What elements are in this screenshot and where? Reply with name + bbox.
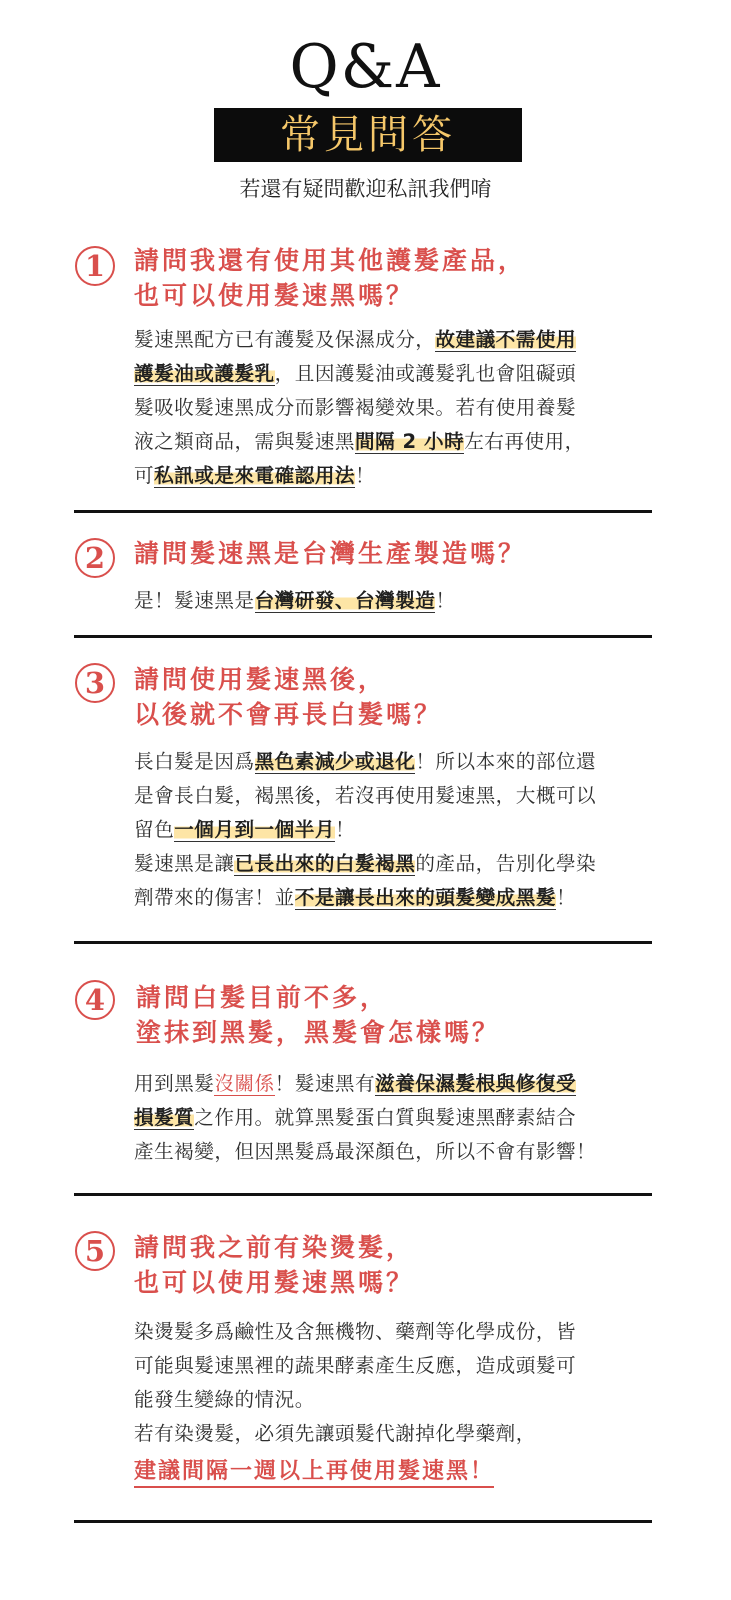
answer-segment: 染燙髮多爲鹼性及含無機物、藥劑等化學成份，皆 <box>134 1320 577 1343</box>
answer-line <box>134 813 654 847</box>
answer-text <box>134 1067 654 1169</box>
answer-line <box>134 1101 654 1135</box>
answer-line <box>134 323 654 357</box>
answer-line <box>134 779 654 813</box>
question-line: 請問白髮目前不多， <box>136 983 389 1012</box>
divider <box>74 941 652 944</box>
divider <box>74 1193 652 1196</box>
answer-line <box>134 1417 654 1451</box>
answer-line <box>134 584 654 618</box>
divider <box>74 510 652 513</box>
highlight-text: 黑色素減少或退化 <box>254 750 416 773</box>
answer-line <box>134 1455 654 1489</box>
answer-segment: ！髮速黑有 <box>274 1072 376 1095</box>
answer-line <box>134 357 654 391</box>
answer-segment: 髮速黑配方已有護髮及保濕成分， <box>134 328 436 351</box>
question-line: 以後就不會再長白髮嗎？ <box>134 700 443 729</box>
answer-line <box>134 459 654 493</box>
answer-line <box>134 1349 654 1383</box>
answer-segment: ！ <box>555 886 577 909</box>
answer-line <box>134 847 654 881</box>
highlight-text: 一個月到一個半月 <box>174 818 335 841</box>
question-line: 也可以使用髮速黑嗎？ <box>134 281 415 310</box>
question-line: 也可以使用髮速黑嗎？ <box>134 1268 415 1297</box>
question-text <box>134 1230 414 1300</box>
answer-segment: 是！髮速黑是 <box>134 589 255 612</box>
header <box>0 0 731 215</box>
highlight-text: 台灣研發、台灣製造 <box>254 589 436 612</box>
answer-segment: 的產品，告別化學染 <box>415 852 597 875</box>
answer-segment: 髮吸收髮速黑成分而影響褐變效果。若有使用養髮 <box>134 396 577 419</box>
answer-segment: 液之類商品，需與髮速黑 <box>134 430 356 453</box>
answer-segment: 產生褐變，但因黑髮爲最深顏色，所以不會有影響！ <box>134 1140 597 1163</box>
answer-line <box>134 881 654 915</box>
answer-segment: ，且因護髮油或護髮乳也會阻礙頭 <box>274 362 577 385</box>
question-text <box>134 536 526 571</box>
highlight-text: 護髮油或護髮乳 <box>134 362 275 385</box>
highlight-text: 損髮質 <box>134 1106 195 1129</box>
question-text <box>134 243 526 313</box>
subtitle: 若還有疑問歡迎私訊我們唷 <box>239 177 492 201</box>
answer-text <box>134 745 654 915</box>
highlight-text: 不是讓長出來的頭髮變成黑髮 <box>294 886 556 909</box>
answer-text <box>134 1315 654 1489</box>
question-line: 塗抹到黑髮，黑髮會怎樣嗎？ <box>136 1018 501 1047</box>
answer-line <box>134 1383 654 1417</box>
highlight-text: 私訊或是來電確認用法 <box>154 464 356 487</box>
number-badge: 1 <box>75 246 115 286</box>
question-line: 請問我之前有染燙髮， <box>134 1233 415 1262</box>
question-text <box>134 662 442 732</box>
highlight-text: 間隔 2 小時 <box>355 430 465 453</box>
answer-segment: ！所以本來的部位還 <box>415 750 597 773</box>
highlight-text: 已長出來的白髮褐黑 <box>234 852 416 875</box>
answer-line <box>134 425 654 459</box>
number-badge: 3 <box>75 663 115 703</box>
divider <box>74 635 652 638</box>
answer-segment: 留色 <box>134 818 175 841</box>
answer-segment: 可能與髮速黑裡的蔬果酵素產生反應，造成頭髮可 <box>134 1354 577 1377</box>
answer-line <box>134 1315 654 1349</box>
answer-segment: ！ <box>355 464 376 487</box>
question-line: 請問髮速黑是台灣生產製造嗎？ <box>134 539 527 568</box>
answer-line <box>134 1067 654 1101</box>
warning-text: 建議間隔一週以上再使用髮速黑！ <box>134 1459 494 1488</box>
answer-line <box>134 745 654 779</box>
answer-segment: 之作用。就算黑髮蛋白質與髮速黑酵素結合 <box>194 1106 577 1129</box>
answer-segment: 若有染燙髮，必須先讓頭髮代謝掉化學藥劑， <box>134 1422 536 1445</box>
page-title: Q&A <box>289 32 442 102</box>
answer-segment: 髮速黑是讓 <box>134 852 235 875</box>
answer-text <box>134 584 654 618</box>
number-badge: 4 <box>75 980 115 1020</box>
answer-segment: 是會長白髮，褐黑後，若沒再使用髮速黑，大概可以 <box>134 784 597 807</box>
answer-segment: 劑帶來的傷害！並 <box>134 886 295 909</box>
emphasis-text: 沒關係 <box>214 1072 275 1095</box>
answer-segment: 能發生變綠的情況。 <box>134 1388 315 1411</box>
highlight-text: 滋養保濕髮根與修復受 <box>375 1072 577 1095</box>
highlight-text: 故建議不需使用 <box>435 328 577 351</box>
question-text <box>136 980 500 1050</box>
faq-banner: 常見問答 <box>214 108 522 162</box>
number-badge: 2 <box>75 538 115 578</box>
answer-segment: 左右再使用， <box>464 430 585 453</box>
answer-segment: 可 <box>134 464 155 487</box>
divider <box>74 1520 652 1523</box>
answer-line <box>134 391 654 425</box>
answer-segment: ！ <box>435 589 456 612</box>
answer-text <box>134 323 654 493</box>
question-line: 請問使用髮速黑後， <box>134 665 387 694</box>
question-line: 請問我還有使用其他護髮產品， <box>134 246 527 275</box>
answer-line <box>134 1135 654 1169</box>
answer-segment: ！ <box>334 818 356 841</box>
number-badge: 5 <box>75 1231 115 1271</box>
answer-segment: 長白髮是因爲 <box>134 750 255 773</box>
answer-segment: 用到黑髮 <box>134 1072 215 1095</box>
